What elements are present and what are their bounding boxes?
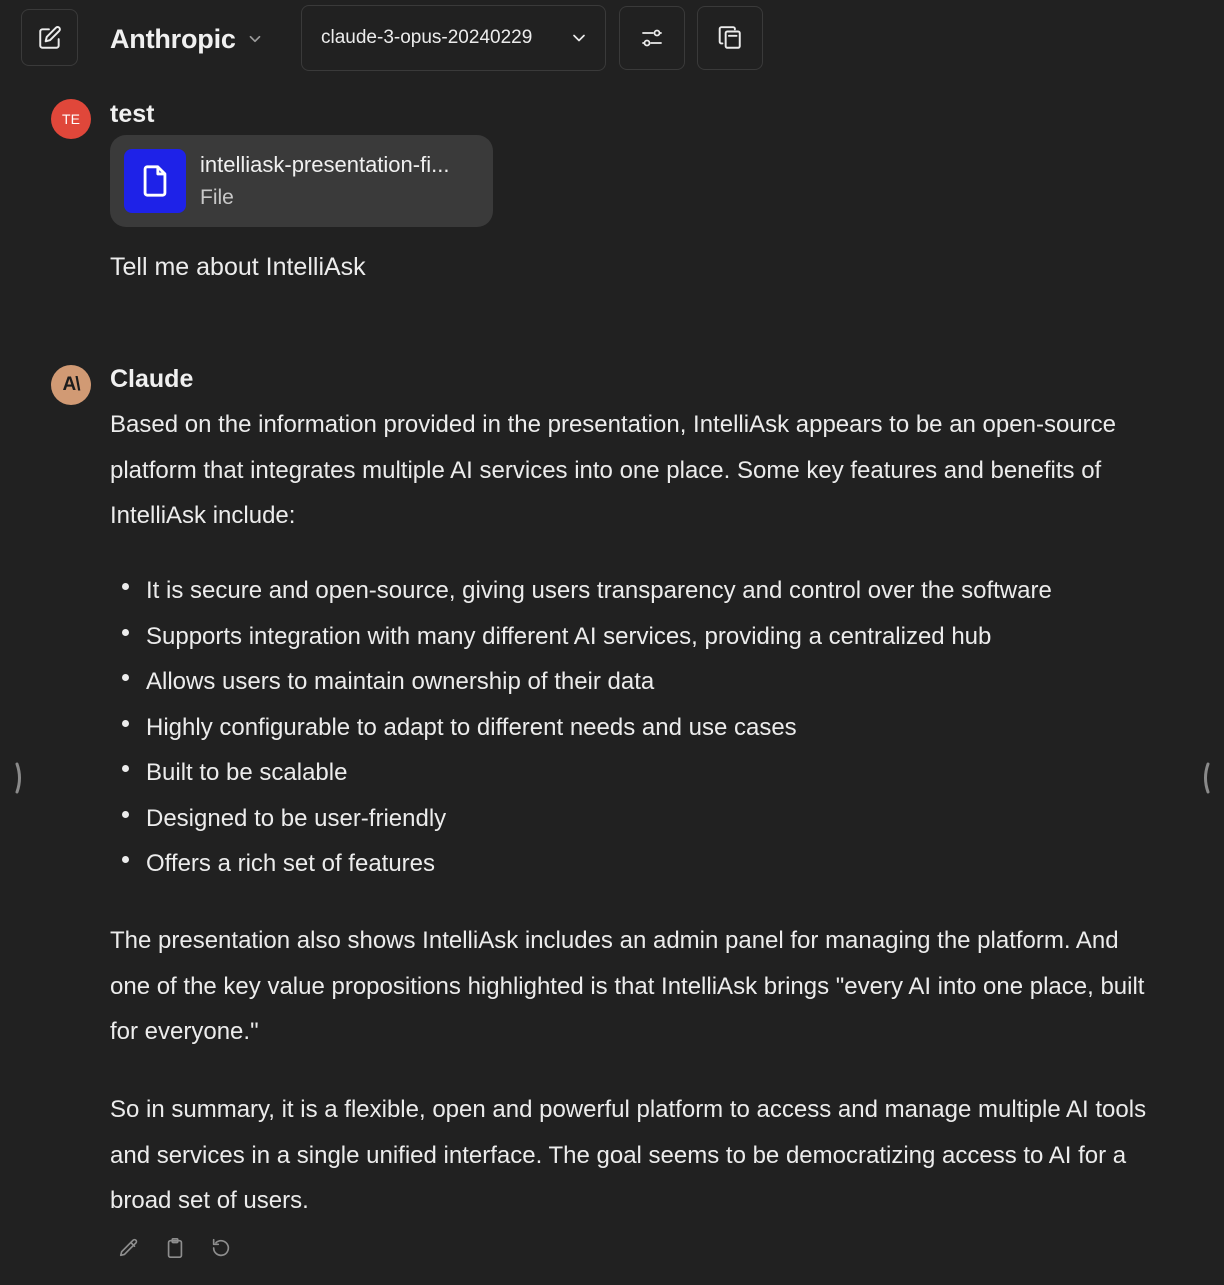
file-icon-box [124, 149, 186, 213]
copy-message-button[interactable] [163, 1236, 187, 1260]
export-button[interactable] [697, 6, 763, 70]
list-item: Built to be scalable [110, 750, 1170, 796]
assistant-paragraph-intro: Based on the information provided in the presentation, IntelliAsk appears to be an open-source platform that integrates multiple AI services into one place. Some key features and benefits of IntelliAsk include: [110, 411, 1116, 529]
list-item: Supports integration with many different AI services, providing a centralized hub [110, 614, 1170, 660]
list-item: Allows users to maintain ownership of their data [110, 659, 1170, 705]
clipboard-icon [164, 1237, 186, 1259]
collapse-left-icon [12, 760, 26, 796]
list-item: Offers a rich set of features [110, 841, 1170, 887]
new-chat-button[interactable] [21, 9, 78, 66]
claude-avatar: A\ [51, 365, 91, 405]
list-item: Designed to be user-friendly [110, 796, 1170, 842]
assistant-paragraph-admin: The presentation also shows IntelliAsk includes an admin panel for managing the platform. And one of the key value propositions highlighted is that IntelliAsk brings "every AI into one place, built for everyone." [110, 927, 1145, 1045]
left-panel-toggle[interactable] [12, 760, 26, 796]
chevron-down-icon [569, 28, 589, 48]
user-author-name: test [110, 100, 155, 128]
file-icon [138, 164, 172, 198]
model-select-value: claude-3-opus-20240229 [321, 27, 533, 48]
copy-icon [717, 25, 743, 51]
pencil-square-icon [37, 25, 63, 51]
edit-button[interactable] [117, 1236, 141, 1260]
list-item: It is secure and open-source, giving users transparency and control over the software [110, 568, 1170, 614]
user-message-text: Tell me about IntelliAsk [110, 253, 366, 281]
sliders-icon [640, 26, 664, 50]
endpoint-selector[interactable] [110, 19, 264, 59]
list-item: Highly configurable to adapt to different needs and use cases [110, 705, 1170, 751]
file-name: intelliask-presentation-fi... [200, 152, 450, 177]
endpoint-label: Anthropic [110, 23, 236, 54]
file-type: File [200, 186, 234, 209]
model-select[interactable] [301, 5, 606, 71]
conversation-settings-button[interactable] [619, 6, 685, 70]
user-avatar: TE [51, 99, 91, 139]
pencil-icon [118, 1237, 140, 1259]
regenerate-button[interactable] [209, 1236, 233, 1260]
assistant-bullet-list [110, 568, 1170, 887]
assistant-paragraph-summary: So in summary, it is a flexible, open and powerful platform to access and manage multiple AI tools and services in a single unified interface. The goal seems to be democratizing access to AI for a broad set of users. [110, 1096, 1147, 1214]
assistant-author-name: Claude [110, 365, 194, 393]
message-actions [117, 1236, 233, 1260]
refresh-icon [210, 1237, 232, 1259]
right-panel-toggle[interactable] [1199, 760, 1213, 796]
file-attachment[interactable] [110, 135, 493, 227]
collapse-right-icon [1199, 760, 1213, 796]
top-bar [0, 0, 1224, 78]
chevron-down-icon [246, 30, 264, 48]
